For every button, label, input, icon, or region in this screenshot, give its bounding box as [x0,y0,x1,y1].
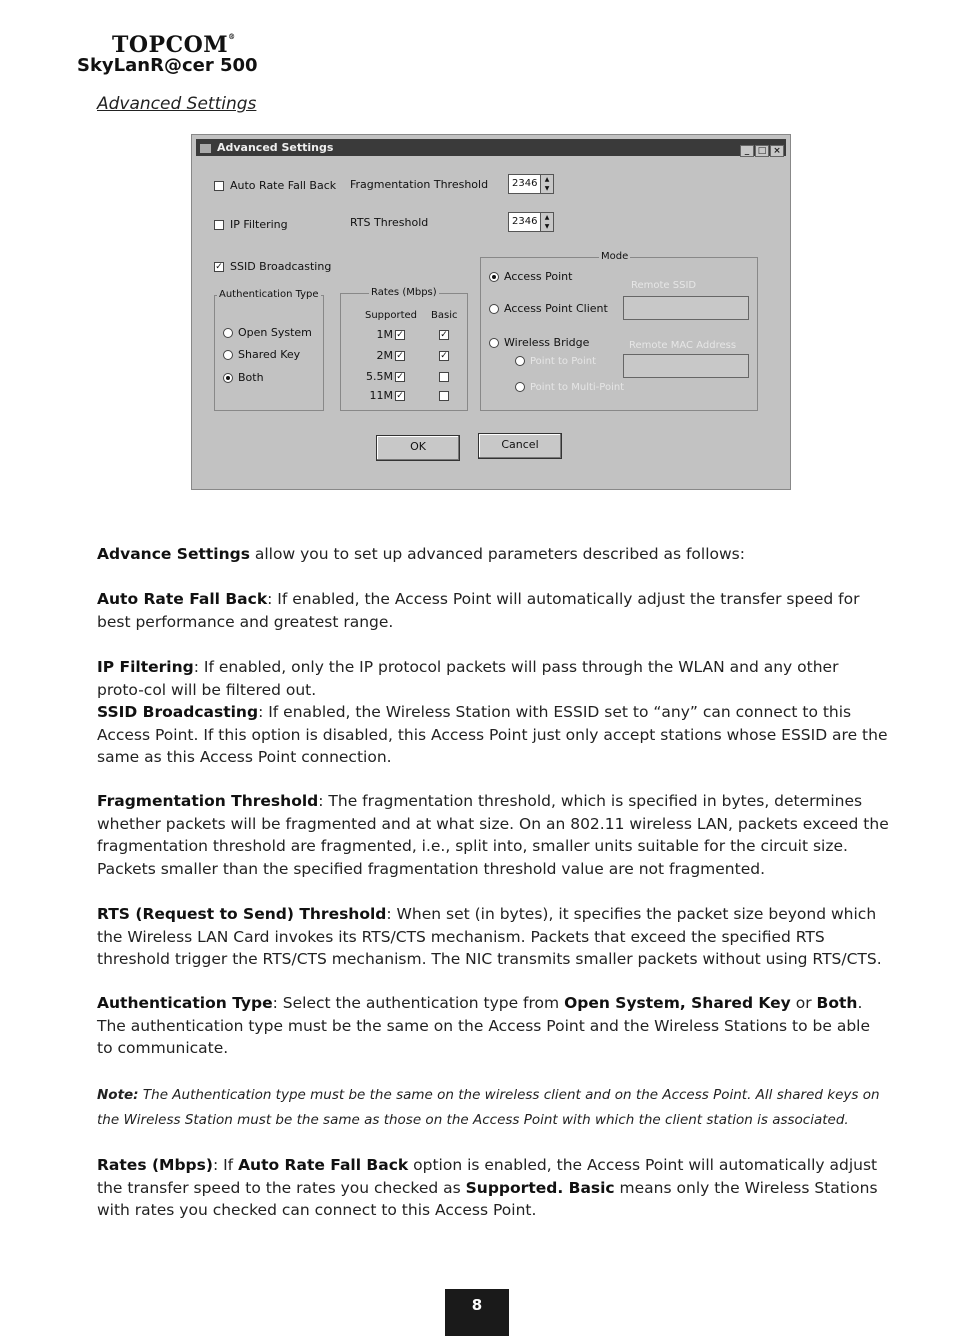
rts-threshold-value: 2346 [512,216,538,227]
paragraph-rates [97,1154,889,1222]
fragmentation-threshold-label: Fragmentation Threshold [350,178,489,191]
advanced-settings-dialog [191,134,791,490]
emphasis: Open System, Shared Key [564,994,791,1012]
rate-1m-basic-checkbox[interactable]: ✓ [440,330,448,340]
paragraph-text: : The fragmentation threshold, which is specified in bytes, determines whether packets will be fragmented and at what size. On an 802.11 wireless LAN, packets exceed the fragmentation threshold are fragmented, i.e., split into, smaller units suitable for the circuit size. Packets smaller than the specified fragmentation threshold value are not fragmented. [97,792,889,878]
paragraph-authentication-type [97,992,889,1060]
remote-mac-label: Remote MAC Address [629,340,737,351]
mode-ap-client-radio[interactable] [489,304,499,314]
mode-ap-client-option[interactable] [489,302,608,315]
paragraph-text: : If enabled, only the IP protocol packets will pass through the WLAN and any other proto-col will be filtered out. [97,658,839,699]
paragraph-advance-settings [97,543,889,566]
rates-group [340,287,468,411]
ok-button[interactable]: OK [376,435,460,461]
term: Rates (Mbps) [97,1156,213,1174]
paragraph-auto-rate-fallback [97,588,889,633]
note-text: The Authentication type must be the same on the wireless client and on the Access Point. All shared keys on the Wireless Station must be the same as those on the Access Point with which the client station is associated. [97,1087,880,1128]
paragraph-text: option is enabled, the Access Point will automatically adjust the transfer speed to the rates you checked as [97,1156,878,1197]
mode-ap-client-label: Access Point Client [504,302,608,315]
term: Authentication Type [97,994,273,1012]
auth-shared-key-label: Shared Key [238,348,301,361]
auth-open-system-label: Open System [238,326,312,339]
term: Advance Settings [97,545,250,563]
term: RTS (Request to Send) Threshold [97,905,387,923]
auth-open-system-radio[interactable] [223,328,233,338]
remote-ssid-input[interactable] [623,296,749,320]
rates-basic-header: Basic [431,310,458,321]
point-to-multipoint-option [515,382,624,393]
product-name: SkyLanR@cer 500 [77,55,258,76]
rate-label: 11M [369,389,393,402]
rates-supported-header: Supported [365,310,418,321]
auto-rate-fallback-option[interactable] [214,179,336,192]
cancel-button[interactable]: Cancel [478,433,562,459]
mode-title: Mode [601,251,629,262]
emphasis: Both [816,994,858,1012]
paragraph-text: or [790,994,817,1012]
term: Auto Rate Fall Back [97,590,268,608]
mode-access-point-label: Access Point [504,270,573,283]
mode-group [480,251,758,411]
auth-both-radio[interactable] [223,373,233,383]
paragraph-ip-filtering [97,656,889,701]
auto-rate-fallback-label: Auto Rate Fall Back [230,179,337,192]
rts-threshold-label: RTS Threshold [350,216,429,229]
fragmentation-threshold-spinner[interactable] [508,174,554,194]
mode-wireless-bridge-option[interactable] [489,336,589,349]
auth-both-option[interactable] [223,371,264,384]
auth-shared-key-radio[interactable] [223,350,233,360]
mode-wireless-bridge-label: Wireless Bridge [504,336,590,349]
mode-wireless-bridge-radio[interactable] [489,338,499,348]
rate-5-5m-supported-checkbox[interactable]: ✓ [396,372,404,382]
close-button[interactable]: × [770,145,784,157]
ip-filtering-checkbox[interactable] [214,220,224,230]
auto-rate-fallback-checkbox[interactable] [214,181,224,191]
paragraph-text: : If enabled, the Wireless Station with ESSID set to “any” can connect to this Access Point. If this option is disabled, this Access Point just only accept stations whose ESSID are the same as this Access Point connection. [97,703,888,766]
ssid-broadcasting-checkbox[interactable]: ✓ [215,262,223,272]
point-to-point-radio [515,356,525,366]
paragraph-ssid-broadcasting [97,701,889,769]
term: Fragmentation Threshold [97,792,319,810]
remote-mac-input[interactable] [623,354,749,378]
rate-label: 2M [376,349,393,362]
dialog-title: Advanced Settings [217,141,334,154]
rate-label: 5.5M [366,370,393,383]
rate-2m-basic-checkbox[interactable]: ✓ [440,351,448,361]
authentication-type-group [214,289,324,411]
maximize-button[interactable]: □ [755,145,769,157]
term: SSID Broadcasting [97,703,259,721]
dialog-titlebar [196,139,786,156]
note-term: Note: [97,1087,139,1103]
paragraph-fragmentation-threshold [97,790,889,880]
rate-label: 1M [376,328,393,341]
paragraph-text: allow you to set up advanced parameters described as follows: [249,545,745,563]
point-to-point-label: Point to Point [530,356,597,367]
registered-mark: ® [228,32,236,41]
window-icon [200,144,211,153]
rate-2m-supported-checkbox[interactable]: ✓ [396,351,404,361]
point-to-multipoint-label: Point to Multi-Point [530,382,625,393]
ssid-broadcasting-label: SSID Broadcasting [230,260,332,273]
rate-11m-basic-checkbox[interactable] [439,391,449,401]
point-to-multipoint-radio [515,382,525,392]
spinner-arrows-icon[interactable]: ▲ ▼ [540,212,554,232]
emphasis: Supported. Basic [465,1178,615,1197]
mode-access-point-option[interactable] [489,270,572,283]
paragraph-text: : Select the authentication type from [272,994,565,1012]
term: IP Filtering [97,658,194,676]
auth-open-system-option[interactable] [223,326,312,339]
page-number: 8 [445,1289,509,1336]
auth-both-label: Both [238,371,264,384]
ip-filtering-option[interactable] [214,218,288,231]
mode-access-point-radio[interactable] [489,272,499,282]
brand-name: TOPCOM [112,32,229,58]
emphasis: Auto Rate Fall Back [238,1156,409,1174]
auth-shared-key-option[interactable] [223,348,300,361]
paragraph-text: : If enabled, the Access Point will automatically adjust the transfer speed for best performance and greatest range. [97,590,860,631]
paragraph-text: : When set (in bytes), it specifies the packet size beyond which the Wireless LAN Card invokes its RTS/CTS mechanism. Packets that exceed the specified RTS threshold trigger the RTS/CTS mechanism. The NIC transmits smaller packets without using RTS/CTS. [97,905,882,968]
fragmentation-threshold-value: 2346 [512,178,538,189]
point-to-point-option [515,356,596,367]
minimize-button[interactable]: _ [740,145,754,157]
section-title: Advanced Settings [97,94,257,114]
paragraph-text: means only the Wireless Stations with rates you checked can connect to this Access Point. [97,1178,878,1219]
rate-1m-supported-checkbox[interactable]: ✓ [396,330,404,340]
ssid-broadcasting-option[interactable] [214,260,331,273]
rate-11m-supported-checkbox[interactable]: ✓ [396,391,404,401]
paragraph-rts-threshold [97,903,889,971]
authentication-type-title: Authentication Type [219,289,319,300]
rates-title: Rates (Mbps) [371,287,437,298]
remote-ssid-label: Remote SSID [631,280,697,291]
paragraph-text: . The authentication type must be the same on the Access Point and the Wireless Stations to be able to communicate. [97,994,871,1057]
rts-threshold-spinner[interactable] [508,212,554,232]
spinner-arrows-icon[interactable]: ▲ ▼ [540,174,554,194]
note [97,1083,889,1133]
rate-5-5m-basic-checkbox[interactable] [439,372,449,382]
paragraph-text: : If [212,1156,239,1174]
ip-filtering-label: IP Filtering [230,218,288,231]
